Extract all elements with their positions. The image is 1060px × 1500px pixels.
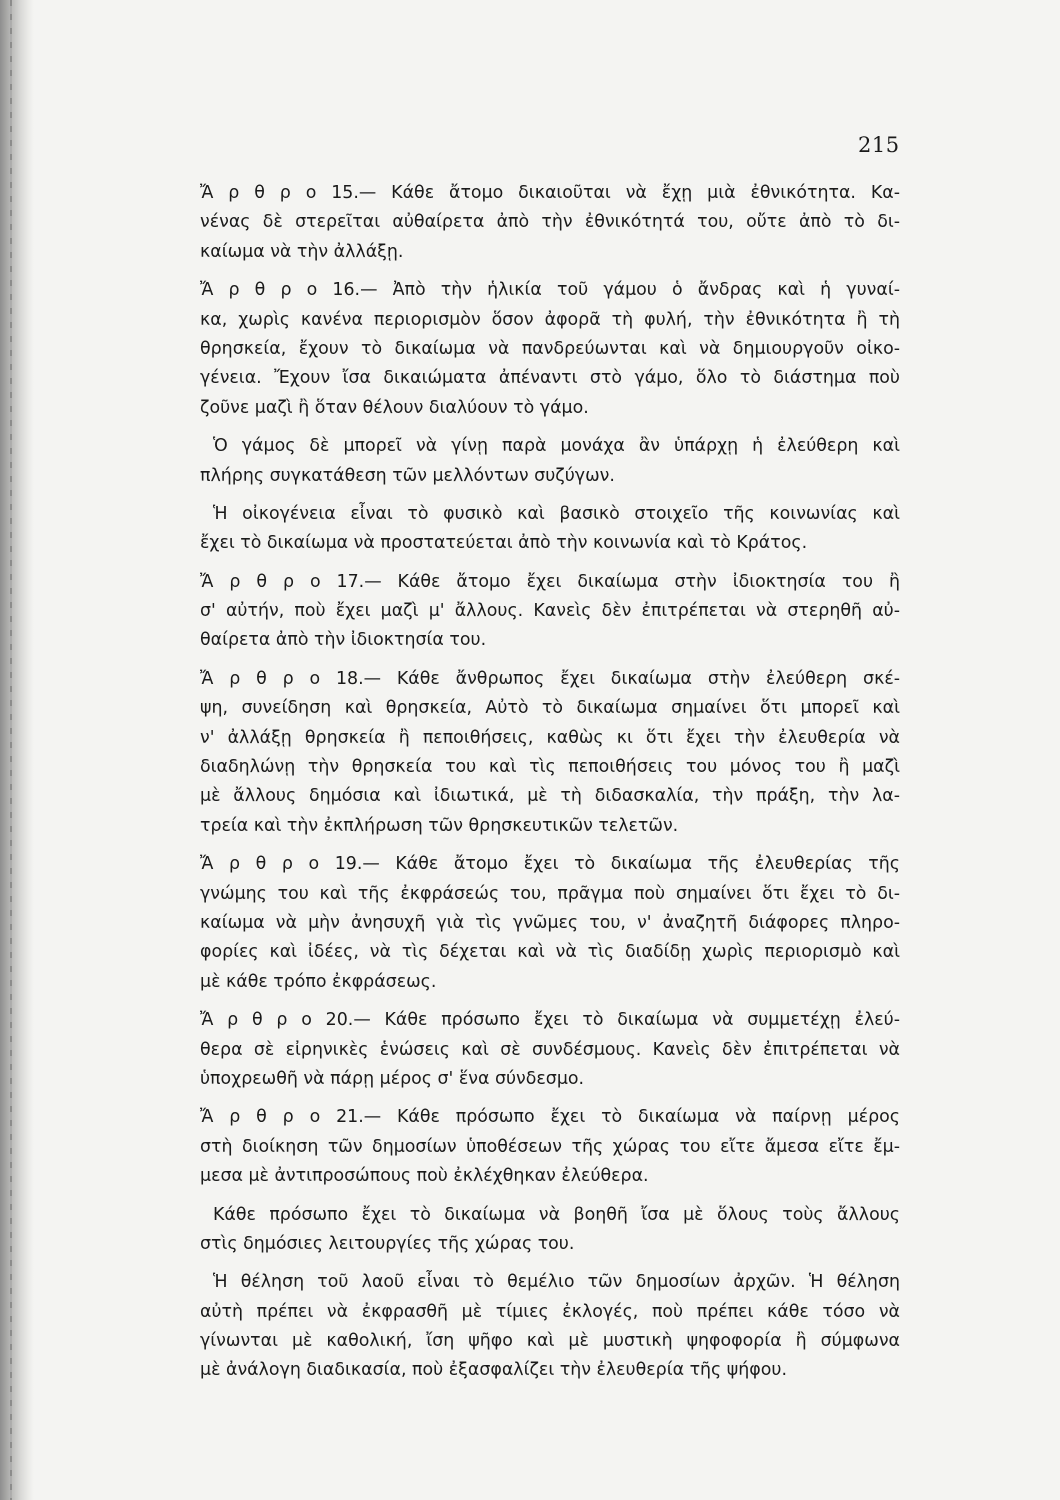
paragraph bbox=[200, 1268, 900, 1386]
text-line: μεσα μὲ ἀντιπροσώπους ποὺ ἐκλέχθηκαν ἐλεύθερα. bbox=[200, 1166, 649, 1187]
text-line: αὐτὴ πρέπει νὰ ἐκφρασθῆ μὲ τίμιες ἐκλογές, ποὺ πρέπει κάθε τόσο νὰ bbox=[200, 1301, 900, 1322]
article-paragraph bbox=[200, 665, 900, 841]
article-paragraph bbox=[200, 1006, 900, 1094]
paragraph bbox=[200, 1201, 900, 1260]
text-line: Ἄ ρ θ ρ ο 20.— Κάθε πρόσωπο ἔχει τὸ δικαίωμα νὰ συμμετέχῃ ἐλεύ- bbox=[200, 1010, 900, 1031]
text-line: στὶς δημόσιες λειτουργίες τῆς χώρας του. bbox=[200, 1233, 575, 1254]
text-line: μὲ ἀνάλογη διαδικασία, ποὺ ἐξασφαλίζει τὴν ἐλευθερία τῆς ψήφου. bbox=[200, 1360, 787, 1381]
page-number: 215 bbox=[858, 133, 900, 157]
text-line: γίνωνται μὲ καθολική, ἴση ψῆφο καὶ μὲ μυστικὴ ψηφοφορία ἢ σύμφωνα bbox=[200, 1331, 900, 1352]
text-line: ἔχει τὸ δικαίωμα νὰ προστατεύεται ἀπὸ τὴν κοινωνία καὶ τὸ Κράτος. bbox=[200, 533, 808, 554]
text-line: μὲ κάθε τρόπο ἐκφράσεως. bbox=[200, 971, 437, 992]
text-line: στὴ διοίκηση τῶν δημοσίων ὑποθέσεων τῆς χώρας του εἴτε ἄμεσα εἴτε ἔμ- bbox=[200, 1136, 900, 1157]
text-line: ν' ἀλλάξῃ θρησκεία ἢ πεποιθήσεις, καθὼς κι ὅτι ἔχει τὴν ἐλευθερία νὰ bbox=[200, 727, 900, 748]
text-line: καίωμα νὰ τὴν ἀλλάξῃ. bbox=[200, 241, 404, 262]
text-line: φορίες καὶ ἰδέες, νὰ τὶς δέχεται καὶ νὰ τὶς διαδίδῃ χωρὶς περιορισμὸ καὶ bbox=[200, 942, 900, 963]
text-line: σ' αὐτήν, ποὺ ἔχει μαζὶ μ' ἄλλους. Κανεὶς δὲν ἐπιτρέπεται νὰ στερηθῆ αὐ- bbox=[200, 601, 900, 622]
text-line: Ἄ ρ θ ρ ο 16.— Ἀπὸ τὴν ἡλικία τοῦ γάμου ὁ ἄνδρας καὶ ἡ γυναί- bbox=[200, 280, 900, 301]
text-line: Ἄ ρ θ ρ ο 18.— Κάθε ἄνθρωπος ἔχει δικαίωμα στὴν ἐλεύθερη σκέ- bbox=[200, 668, 900, 689]
text-line: Ὁ γάμος δὲ μπορεῖ νὰ γίνῃ παρὰ μονάχα ἂν ὑπάρχῃ ἡ ἐλεύθερη καὶ bbox=[213, 436, 900, 457]
text-line: Ἡ οἰκογένεια εἶναι τὸ φυσικὸ καὶ βασικὸ στοιχεῖο τῆς κοινωνίας καὶ bbox=[213, 503, 900, 524]
text-line: πλήρης συγκατάθεση τῶν μελλόντων συζύγων. bbox=[200, 465, 615, 486]
text-line: ψη, συνείδηση καὶ θρησκεία, Αὐτὸ τὸ δικαίωμα σημαίνει ὅτι μπορεῖ καὶ bbox=[200, 698, 900, 719]
text-line: ζοῦνε μαζὶ ἢ ὅταν θέλουν διαλύουν τὸ γάμο. bbox=[200, 397, 589, 418]
text-line: Κάθε πρόσωπο ἔχει τὸ δικαίωμα νὰ βοηθῆ ἴσα μὲ ὅλους τοὺς ἄλλους bbox=[213, 1204, 900, 1225]
text-line: νένας δὲ στερεῖται αὐθαίρετα ἀπὸ τὴν ἐθνικότητά του, οὔτε ἀπὸ τὸ δι- bbox=[200, 212, 900, 233]
paragraph bbox=[200, 500, 900, 559]
text-line: ὑποχρεωθῆ νὰ πάρῃ μέρος σ' ἕνα σύνδεσμο. bbox=[200, 1068, 585, 1089]
article-paragraph bbox=[200, 1103, 900, 1191]
binding-edge bbox=[0, 0, 34, 1500]
text-line: Ἡ θέληση τοῦ λαοῦ εἶναι τὸ θεμέλιο τῶν δημοσίων ἀρχῶν. Ἡ θέληση bbox=[213, 1272, 900, 1293]
text-line: Ἄ ρ θ ρ ο 21.— Κάθε πρόσωπο ἔχει τὸ δικαίωμα νὰ παίρνῃ μέρος bbox=[200, 1107, 900, 1128]
text-line: καίωμα νὰ μὴν ἀνησυχῆ γιὰ τὶς γνῶμες του, ν' ἀναζητῆ διάφορες πληρο- bbox=[200, 912, 900, 933]
text-line: θερα σὲ εἰρηνικὲς ἑνώσεις καὶ σὲ συνδέσμους. Κανεὶς δὲν ἐπιτρέπεται νὰ bbox=[200, 1039, 900, 1060]
text-line: Ἄ ρ θ ρ ο 15.— Κάθε ἄτομο δικαιοῦται νὰ ἔχῃ μιὰ ἐθνικότητα. Κα- bbox=[200, 183, 900, 203]
body-text bbox=[200, 179, 900, 1386]
text-line: μὲ ἄλλους δημόσια καὶ ἰδιωτικά, μὲ τὴ διδασκαλία, τὴν πράξη, τὴν λα- bbox=[200, 786, 900, 807]
article-paragraph bbox=[200, 276, 900, 423]
text-line: κα, χωρὶς κανένα περιορισμὸν ὅσον ἀφορᾶ τὴ φυλή, τὴν ἐθνικότητα ἢ τὴ bbox=[200, 309, 900, 330]
article-paragraph bbox=[200, 850, 900, 997]
article-paragraph bbox=[200, 568, 900, 656]
text-line: τρεία καὶ τὴν ἐκπλήρωση τῶν θρησκευτικῶν τελετῶν. bbox=[200, 815, 679, 836]
paragraph bbox=[200, 432, 900, 491]
text-line: Ἄ ρ θ ρ ο 19.— Κάθε ἄτομο ἔχει τὸ δικαίωμα τῆς ἐλευθερίας τῆς bbox=[200, 854, 900, 875]
article-paragraph bbox=[200, 179, 900, 267]
text-line: γνώμης του καὶ τῆς ἐκφράσεώς του, πρᾶγμα ποὺ σημαίνει ὅτι ἔχει τὸ δι- bbox=[200, 883, 900, 904]
text-line: θαίρετα ἀπὸ τὴν ἰδιοκτησία του. bbox=[200, 630, 487, 651]
text-line: διαδηλώνῃ τὴν θρησκεία του καὶ τὶς πεποιθήσεις του μόνος του ἢ μαζὶ bbox=[200, 757, 900, 778]
text-line: Ἄ ρ θ ρ ο 17.— Κάθε ἄτομο ἔχει δικαίωμα στὴν ἰδιοκτησία του ἢ bbox=[200, 571, 900, 592]
text-line: γένεια. Ἔχουν ἴσα δικαιώματα ἀπέναντι στὸ γάμο, ὅλο τὸ διάστημα ποὺ bbox=[200, 368, 900, 389]
text-line: θρησκεία, ἔχουν τὸ δικαίωμα νὰ πανδρεύωνται καὶ νὰ δημιουργοῦν οἰκο- bbox=[200, 338, 900, 359]
